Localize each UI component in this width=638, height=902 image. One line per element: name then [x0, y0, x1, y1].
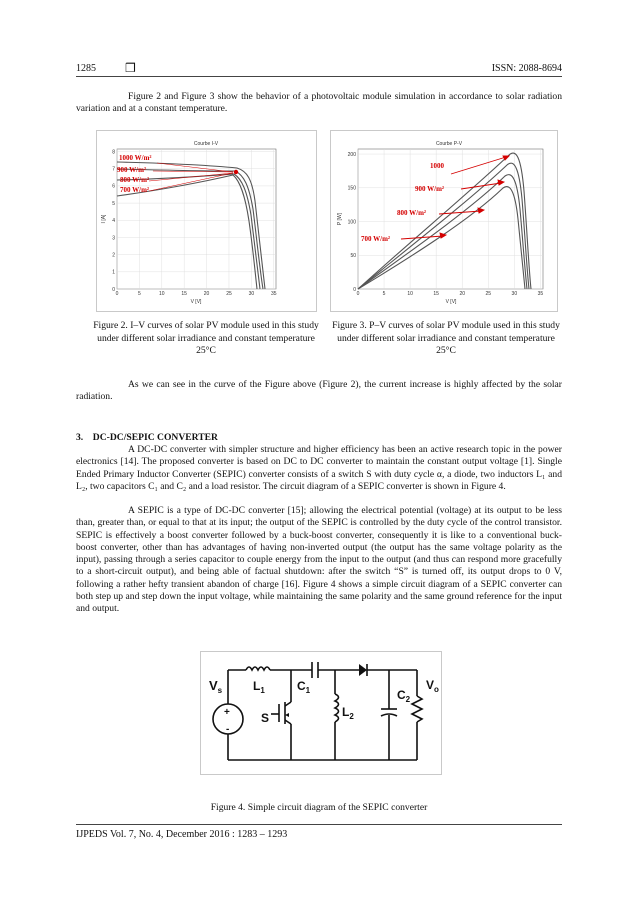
- x-tick-label: 25: [226, 291, 232, 297]
- x-tick-label: 15: [433, 291, 439, 297]
- diode-icon: [359, 664, 367, 676]
- x-tick-label: 15: [181, 291, 187, 297]
- fig2-xlabel: V [V]: [190, 299, 202, 305]
- x-tick-label: 20: [459, 291, 466, 297]
- inductor-l2-icon: [335, 694, 339, 722]
- fig2-label-800: 800 W/m²: [120, 176, 149, 184]
- fig2-plot-title: Courbe I-V: [193, 141, 219, 147]
- mpp-marker-icon: [234, 170, 238, 174]
- issn: ISSN: 2088-8694: [491, 63, 562, 74]
- separator-glyph: ❒: [125, 61, 136, 75]
- footer-rule: [76, 824, 562, 825]
- y-tick-label: 150: [347, 185, 356, 192]
- fig2-ylabel: I [A]: [101, 214, 107, 224]
- fig3-label-1000: 1000: [430, 162, 444, 170]
- fig2-label-900: 900 W/m²: [117, 166, 146, 174]
- y-tick-label: 4: [112, 218, 115, 225]
- section-3-paragraph-2: A SEPIC is a type of DC-DC converter [15]; allowing the electrical potential (voltage) at its output to be less than, greater than, or equal to that at its input; the output of the SEPIC is controlled by the duty cycle of the control transistor. SEPIC is effectively a boost converter followed by a buck-boost converter, consequently it is like to a conventional buck-boost converter, other than has advantages of having non-inverted output (the output has the same voltage polarity as the input), passing through a series capacitor to couple energy from the input to the output (and thus can respond more gracefully to a short-circuit output), and being able of factual shutdown: after the switch “S” is turned off, its output drops to 0 V, following a rather hefty transient abandon of charge [16]. Figure 4 shows a simple circuit diagram of a SEPIC converter can both step up and step down the input voltage, while maintaining the same polarity and the same ground reference for the input and output.: [76, 505, 562, 615]
- x-tick-label: 30: [248, 291, 255, 297]
- intro-paragraph: Figure 2 and Figure 3 show the behavior of a photovoltaic module simulation in accordance to solar radiation variation and at a constant temperature.: [76, 91, 562, 115]
- x-tick-label: 30: [511, 291, 518, 297]
- footer-citation: IJPEDS Vol. 7, No. 4, December 2016 : 1283 – 1293: [76, 829, 288, 840]
- y-tick-label: 50: [350, 253, 356, 260]
- load-resistor-icon: [412, 696, 422, 722]
- svg-text:Vo: $V_o$: [426, 678, 439, 694]
- paragraph-after-figures: As we can see in the curve of the Figure above (Figure 2), the current increase is highly affected by the solar radiation.: [76, 379, 562, 403]
- fig3-label-900: 900 W/m²: [415, 185, 444, 193]
- fig3-xlabel: V [V]: [445, 299, 457, 305]
- x-tick-label: 10: [159, 291, 165, 297]
- y-tick-label: 5: [112, 200, 115, 207]
- figure-2-caption: Figure 2. I–V curves of solar PV module used in this study under different solar irradiance and constant temperature 25°C: [93, 320, 319, 356]
- svg-text:C2: $C_2$: [397, 688, 411, 704]
- y-tick-label: 3: [112, 235, 115, 242]
- switch-s-label: S: [261, 711, 270, 725]
- svg-text:C1: $C_1$: [297, 679, 311, 695]
- x-tick-label: 10: [407, 291, 413, 297]
- x-tick-label: 35: [537, 291, 544, 297]
- l1-label: L: [253, 679, 261, 693]
- page-number: 1285: [76, 63, 96, 74]
- y-tick-label: 6: [112, 183, 115, 190]
- figure-2-iv-plot: [96, 130, 317, 312]
- fig3-label-700: 700 W/m²: [361, 235, 390, 243]
- inductor-l1-icon: [246, 667, 270, 670]
- figure-3-pv-plot: [330, 130, 558, 312]
- figure-4-sepic-circuit: [200, 651, 442, 775]
- x-tick-label: 25: [485, 291, 492, 297]
- c1-label: C: [297, 679, 306, 693]
- x-tick-label: 20: [203, 291, 210, 297]
- svg-text:Vs: $V_s$: [209, 678, 223, 695]
- fig3-plot-title: Courbe P-V: [435, 141, 463, 147]
- minus-label: -: [226, 724, 230, 735]
- y-tick-label: 0: [112, 286, 115, 293]
- figure-3-caption: Figure 3. P–V curves of solar PV module used in this study under different solar irradiance and constant temperature 25°C: [332, 320, 560, 356]
- y-tick-label: 200: [347, 151, 356, 158]
- fig3-ylabel: P [W]: [337, 212, 343, 226]
- l2-label: L: [342, 705, 350, 719]
- x-tick-label: 0: [356, 291, 360, 297]
- y-tick-label: 8: [112, 149, 115, 156]
- plus-label: +: [224, 707, 230, 718]
- x-tick-label: 35: [270, 291, 277, 297]
- y-tick-label: 2: [112, 252, 115, 259]
- section-3-paragraph-1: A DC-DC converter with simpler structure and higher efficiency has been an active research topic in the power electronics [14]. The proposed converter is based on DC to DC converter to maintain the constant output voltage [1]. Single Ended Primary Inductor Converter (SEPIC) converter consists of a switch S with duty cycle α, a diode, two inductors L₁ and L₂, two capacitors C₁ and C₂ and a load resistor. The circuit diagram of a SEPIC converter is shown in Figure 4.: [76, 444, 562, 492]
- c2-label: C: [397, 688, 406, 702]
- svg-text:L2: $L_2$: [342, 705, 354, 721]
- x-tick-label: 0: [115, 291, 119, 297]
- y-tick-label: 7: [112, 166, 115, 173]
- x-tick-label: 5: [382, 291, 386, 297]
- header-rule: [76, 76, 562, 77]
- y-tick-label: 1: [112, 269, 115, 276]
- vo-label: V: [426, 678, 435, 692]
- fig3-label-800: 800 W/m²: [397, 209, 426, 217]
- svg-text:L1: $L_1$: [253, 679, 265, 695]
- fig2-label-1000: 1000 W/m²: [119, 154, 152, 162]
- y-tick-label: 0: [353, 286, 356, 293]
- vs-label: V: [209, 678, 218, 693]
- section-3-heading: 3. DC-DC/SEPIC CONVERTER: [76, 432, 218, 443]
- fig3-axes-frame: [358, 149, 543, 289]
- figure-4-caption: Figure 4. Simple circuit diagram of the SEPIC converter: [210, 802, 428, 813]
- y-tick-label: 100: [347, 219, 356, 226]
- x-tick-label: 5: [138, 291, 141, 297]
- fig2-label-700: 700 W/m²: [120, 186, 149, 194]
